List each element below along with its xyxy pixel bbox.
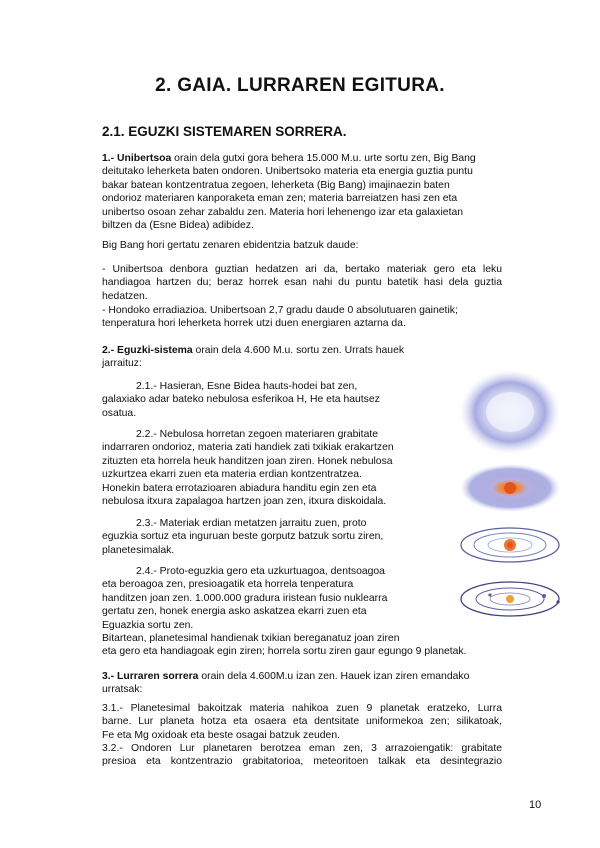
step-2-1: 2.1.- Hasieran, Esne Bidea hauts-hodei bat zen, galaxiako adar bateko nebulosa esferikoa H, He eta hautsez osatua. [102, 381, 380, 419]
paragraph-radiation: - Hondoko erradiazioa. Unibertsoan 2,7 gradu daude 0 absolutuaren gainetik; tenperatura hori leherketa horrek utzi duen energiaren aztarna da. [102, 305, 458, 330]
section-heading: 2.1. EGUZKI SISTEMAREN SORRERA. [102, 124, 347, 139]
lead-eguzki-sistema: 2.- Eguzki-sistema [102, 345, 193, 356]
page-number: 10 [529, 799, 542, 811]
paragraph-evidence-intro: Big Bang hori gertatu zenaren ebidentzia batzuk daude: [102, 240, 359, 251]
solar-system-orbits-figure [458, 578, 562, 620]
planetesimal-orbits-figure [458, 524, 562, 566]
step-2-3: 2.3.- Materiak erdian metatzen jarraitu zuen, proto eguzkia sortuz eta inguruan beste gorputz batzuk sortu ziren, planetesimalak. [102, 518, 384, 556]
protostar-disk-figure [458, 462, 562, 514]
step-2-4: 2.4.- Proto-eguzkia gero eta uzkurtuagoa, dentsoagoa eta beroagoa zen, presioagatik eta horrela tenperatura handitzen joan zen. 1.000.000 gradura iristean fusio nuklearra gertatu zen, honek energia asko askatzea ekarri zuen eta Eguazkia sortu zen. Bitartean, planetesimal handienak txikian bereganatuz joan ziren eta gero eta handiagoak egin ziren; horrela sortu ziren gaur egungo 9 planetak. [102, 566, 467, 658]
lead-lurraren-sorrera: 3.- Lurraren sorrera [102, 671, 199, 682]
paragraph-eguzki-sistema: 2.- Eguzki-sistema orain dela 4.600 M.u. sortu zen. Urrats hauek jarraituz: [102, 345, 405, 370]
paragraph-3-1: 3.1.- Planetesimal bakoitzak materia nahikoa zuen 9 planetak eratzeko, Lurra barne. Lur planeta hotza eta osaera eta dentsitate uniformekoa zen; silikatoak, Fe eta Mg oxidoak eta beste osagai batzuk zeuden. [102, 703, 502, 741]
paragraph-expansion: - Unibertsoa denbora guztian hedatzen ari da, bertako materiak gero eta leku handiagoa hartzen du; beraz horrek esan nahi du puntu batetik hasi dela guztia hedatzen. [102, 264, 502, 302]
paragraph-lurraren-sorrera: 3.- Lurraren sorrera orain dela 4.600M.u izan zen. Hauek izan ziren emandako urratsak: [102, 671, 470, 696]
paragraph-3-2: 3.2.- Ondoren Lur planetaren berotzea eman zen, 3 arrazoiengatik: grabitate presioa eta kontzentrazio grabitatorioa, meteoritoen talkak eta desintegrazio [102, 743, 502, 768]
step-2-2: 2.2.- Nebulosa horretan zegoen materiaren grabitate indarraren ondorioz, materia zati handiek zati txikiak erakartzen zituzten eta horrela heuk handitzen joan ziren. Honek nebulosa uzkurtzea ekarri zuen eta materia erdian kontzentratzea. Honekin batera errotazioaren abiadura handitu egin zen eta nebulosa itxura zapalagoa hartzen joan zen, itxura diskoidala. [102, 429, 394, 508]
lead-unibertsoa: 1.- Unibertsoa [102, 153, 172, 164]
page-title: 2. GAIA. LURRAREN EGITURA. [155, 75, 445, 96]
paragraph-unibertsoa: 1.- Unibertsoa orain dela gutxi gora behera 15.000 M.u. urte sortu zen, Big Bang deitutako leherketa baten ondoren. Unibertsoko materia eta energia guztia puntu bakar batean kontzentratua zegoen, leherketa (Big Bang) imajinaezin baten ondorioz materiaren kanporaketa eman zen; materia barreiatzen hasi zen eta unibertso osoan zehar zabaldu zen. Materia hori lehenengo izar eta galaxietan biltzen da (Esne Bidea) adibidez. [102, 153, 476, 232]
nebula-cloud-figure [455, 368, 565, 456]
